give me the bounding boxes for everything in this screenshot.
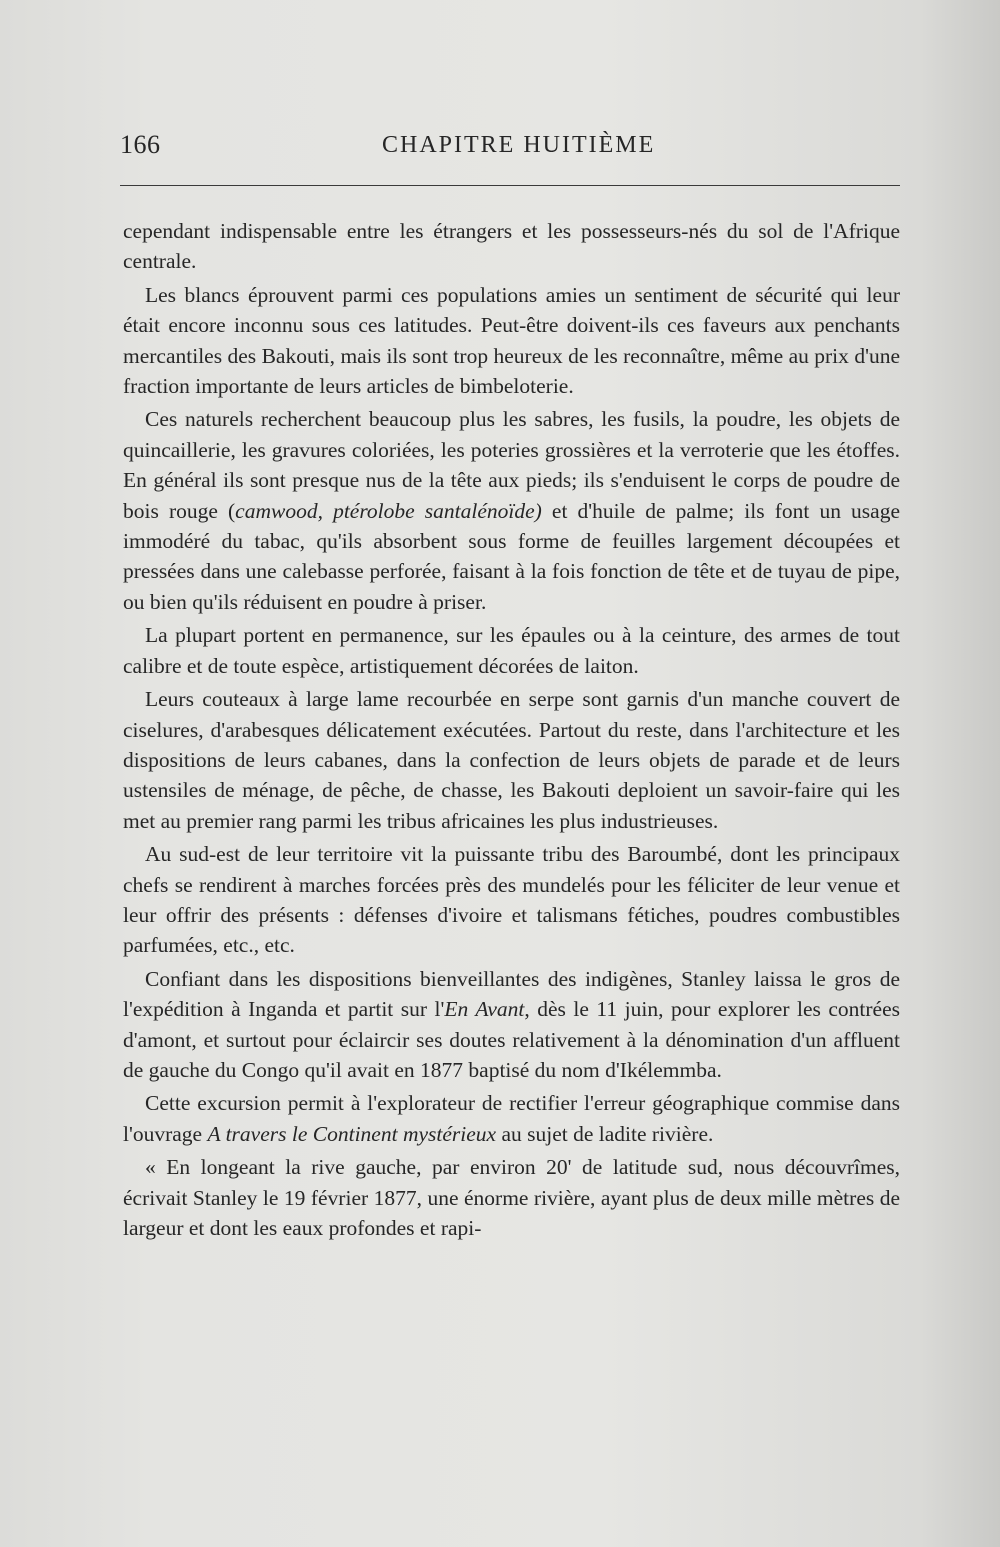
paragraph: Ces naturels recherchent beaucoup plus les sabres, les fusils, la poudre, les objets de quincaillerie, les gravures coloriées, les poteries grossières et la verroterie que les étoffes. En général ils sont presque nus de la tête aux pieds; ils s'enduisent le corps de poudre de bois rouge (camwood, ptérolobe santalénoïde) et d'huile de palme; ils font un usage immodéré du tabac, qu'ils absorbent sous forme de feuilles largement découpées et pressées dans une calebasse perforée, faisant à la fois fonction de tête et de tuyau de pipe, ou bien qu'ils réduisent en poudre à priser.	[123, 407, 901, 614]
italic-phrase: En Avant	[444, 997, 525, 1022]
paragraph: Confiant dans les dispositions bienveillantes des indigènes, Stanley laissa le gros de l'expédition à Inganda et partit sur l'En Avant, dès le 11 juin, pour explorer les contrées d'amont, et surtout pour éclaircir ses doutes relativement à la dénomination d'un affluent de gauche du Congo qu'il avait en 1877 baptisé du nom d'Ikélemmba.	[123, 966, 900, 1082]
paragraph: La plupart portent en permanence, sur les épaules ou à la ceinture, des armes de tout calibre et de toute espèce, artistiquement décorées de laiton.	[123, 623, 900, 678]
paragraph: Leurs couteaux à large lame recourbée en serpe sont garnis d'un manche couvert de ciselures, d'arabesques délicatement exécutées. Partout du reste, dans l'architecture et les dispositions de leurs cabanes, dans la confection de leurs objets de parade et de leurs ustensiles de ménage, de pêche, de chasse, les Bakouti deploient un savoir-faire qui les met au premier rang parmi les tribus africaines les plus industrieuses.	[123, 687, 900, 833]
chapter-title: CHAPITRE HUITIÈME	[382, 132, 656, 158]
paragraph: « En longeant la rive gauche, par environ 20' de latitude sud, nous découvrîmes, écrivait Stanley le 19 février 1877, une énorme rivière, ayant plus de deux mille mètres de largeur et dont les eaux profondes et rapi-	[123, 1155, 900, 1240]
paragraph: Les blancs éprouvent parmi ces populations amies un sentiment de sécurité qui leur était encore inconnu sous ces latitudes. Peut-être doivent-ils ces faveurs aux penchants mercantiles des Bakouti, mais ils sont trop heureux de les reconnaître, même au prix d'une fraction importante de leurs articles de bimbeloterie.	[123, 282, 900, 399]
paragraph: Au sud-est de leur territoire vit la puissante tribu des Baroumbé, dont les principaux chefs se rendirent à marches forcées près des mundelés pour les féliciter de leur venue et leur offrir des présents : défenses d'ivoire et talismans fétiches, poudres combustibles parfumées, etc., etc.	[123, 842, 900, 958]
paragraph: cependant indispensable entre les étrangers et les possesseurs-nés du sol de l'Afrique centrale.	[123, 219, 900, 274]
body-text	[123, 216, 900, 1246]
italic-phrase: camwood, ptérolobe santalénoïde)	[235, 498, 542, 523]
paragraph: Cette excursion permit à l'explorateur de rectifier l'erreur géographique commise dans l'ouvrage A travers le Continent mystérieux au sujet de ladite rivière.	[123, 1091, 900, 1146]
running-head	[120, 130, 900, 170]
page-number: 166	[120, 130, 161, 159]
italic-phrase: A travers le Continent mystérieux	[207, 1121, 497, 1146]
header-rule	[120, 185, 900, 186]
